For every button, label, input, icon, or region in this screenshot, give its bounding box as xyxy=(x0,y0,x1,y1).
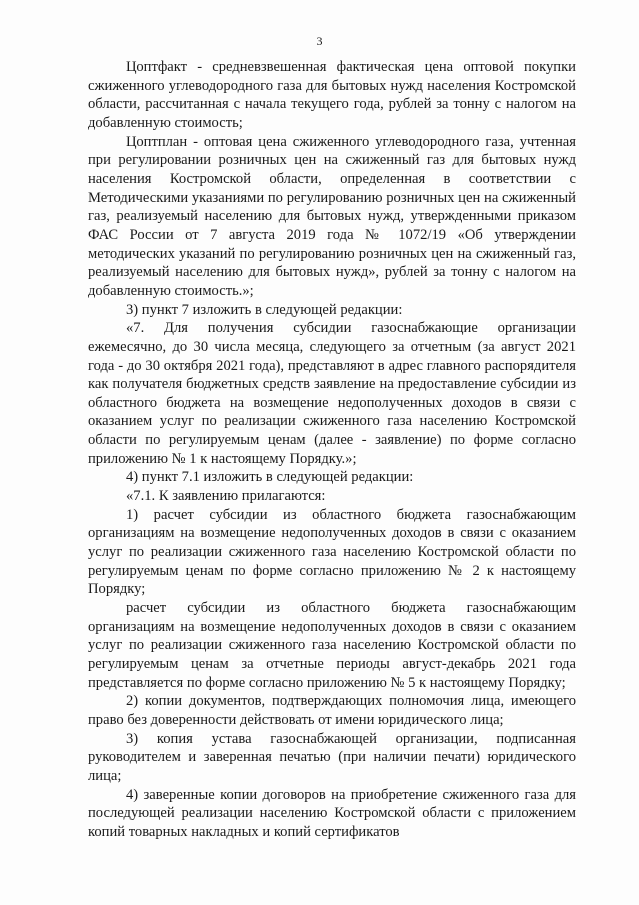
page-number: 3 xyxy=(316,34,323,48)
document-body xyxy=(88,58,576,842)
paragraph-subitem-4: 4) заверенные копии договоров на приобретение сжиженного газа для последующей реализации населению Костромской области с приложением копий товарных накладных и копий сертификатов xyxy=(88,786,576,840)
paragraph-clause-7-1: «7.1. К заявлению прилагаются: xyxy=(126,488,326,505)
paragraph-subitem-2: 2) копии документов, подтверждающих полномочия лица, имеющего право без доверенности действовать от имени юридического лица; xyxy=(88,693,576,728)
paragraph-cfact-definition: Цоптфакт - средневзвешенная фактическая цена оптовой покупки сжиженного углеводородного газа для бытовых нужд населения Костромской области, рассчитанная с начала текущего года, рублей за тонну с налогом на добавленную стоимость; xyxy=(88,59,576,131)
paragraph-item-4: 4) пункт 7.1 изложить в следующей редакции: xyxy=(126,469,414,486)
paragraph-item-3: 3) пункт 7 изложить в следующей редакции: xyxy=(126,301,403,318)
paragraph-subitem-3: 3) копия устава газоснабжающей организации, подписанная руководителем и заверенная печатью (при наличии печати) юридического лица; xyxy=(88,730,576,784)
paragraph-subitem-1-continued: расчет субсидии из областного бюджета газоснабжающим организациям на возмещение недополученных доходов в связи с оказанием услуг по реализации сжиженного газа населению Костромской области по регулируемым ценам за отчетные периоды август-декабрь 2021 года представляется по форме согласно приложению № 5 к настоящему Порядку; xyxy=(88,600,576,691)
paragraph-subitem-1: 1) расчет субсидии из областного бюджета газоснабжающим организациям на возмещение недополученных доходов в связи с оказанием услуг по реализации сжиженного газа населению Костромской области по регулируемым ценам по форме согласно приложению № 2 к настоящему Порядку; xyxy=(88,506,576,598)
paragraph-cplan-definition: Цоптплан - оптовая цена сжиженного углеводородного газа, учтенная при регулировании розничных цен на сжиженный газ для бытовых нужд населения Костромской области, определенная в соответствии с Методическими указаниями по регулированию розничных цен на сжиженный газ, реализуемый населению для бытовых нужд, утвержденными приказом ФАС России от 7 августа 2019 года № 1072/19 «Об утверждении методических указаний по регулированию розничных цен на сжиженный газ, реализуемый населению для бытовых нужд», рублей за тонну с налогом на добавленную стоимость.»; xyxy=(88,133,576,299)
paragraph-clause-7: «7. Для получения субсидии газоснабжающие организации ежемесячно, до 30 числа месяца, следующего за отчетным (за август 2021 года - до 30 октября 2021 года), представляют в адрес главного распорядителя как получателя бюджетных средств заявление на предоставление субсидии из областного бюджета на возмещение недополученных доходов в связи с оказанием услуг по реализации сжиженного газа населению Костромской области по регулируемым ценам (далее - заявление) по форме согласно приложению № 1 к настоящему Порядку.»; xyxy=(88,320,576,467)
